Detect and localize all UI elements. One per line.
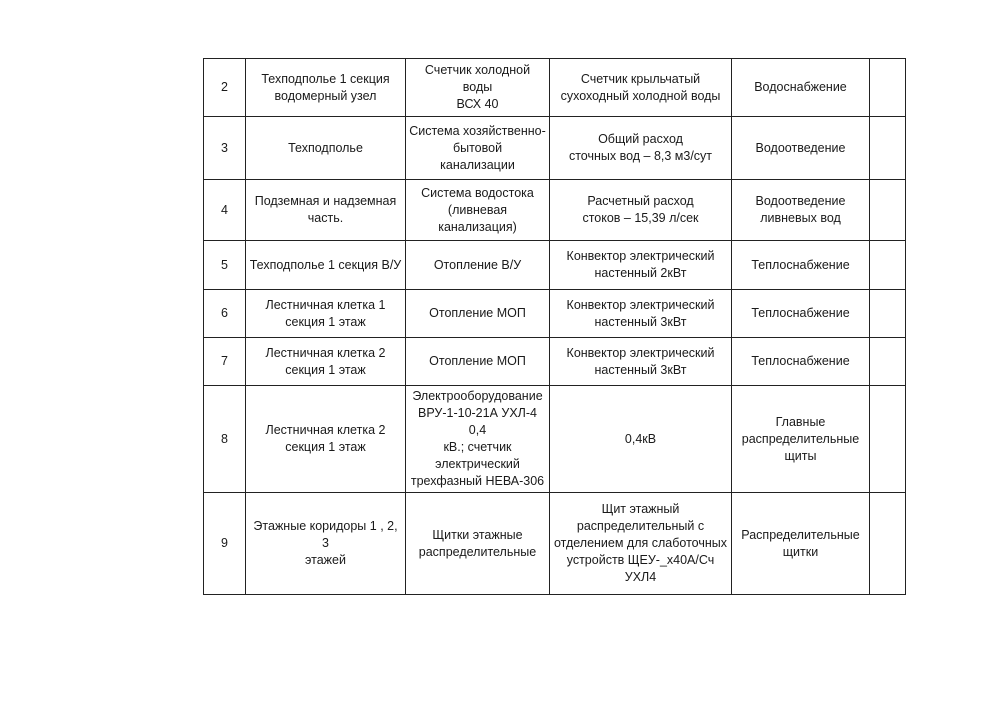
- device-cell: 0,4кВ: [550, 386, 732, 493]
- equipment-table: [203, 58, 906, 595]
- table-row: [204, 493, 906, 595]
- type-cell: Водоотведение ливневых вод: [732, 180, 870, 241]
- device-cell: Конвектор электрический настенный 3кВт: [550, 338, 732, 386]
- table-row: [204, 117, 906, 180]
- note-cell: [870, 290, 906, 338]
- device-cell: Конвектор электрический настенный 2кВт: [550, 241, 732, 290]
- type-cell: Главные распределительные щиты: [732, 386, 870, 493]
- table-row: [204, 386, 906, 493]
- device-cell: Конвектор электрический настенный 3кВт: [550, 290, 732, 338]
- location-cell: Лестничная клетка 2 секция 1 этаж: [246, 386, 406, 493]
- row-number: 2: [204, 59, 246, 117]
- system-cell: Отопление МОП: [406, 338, 550, 386]
- system-cell: Система хозяйственно- бытовой канализации: [406, 117, 550, 180]
- location-cell: Подземная и надземная часть.: [246, 180, 406, 241]
- note-cell: [870, 493, 906, 595]
- row-number: 3: [204, 117, 246, 180]
- row-number: 7: [204, 338, 246, 386]
- location-cell: Техподполье 1 секция В/У: [246, 241, 406, 290]
- table-row: [204, 290, 906, 338]
- type-cell: Водоснабжение: [732, 59, 870, 117]
- system-cell: Отопление В/У: [406, 241, 550, 290]
- table-row: [204, 59, 906, 117]
- device-cell: Общий расход сточных вод – 8,3 м3/сут: [550, 117, 732, 180]
- location-cell: Техподполье 1 секция водомерный узел: [246, 59, 406, 117]
- type-cell: Теплоснабжение: [732, 290, 870, 338]
- note-cell: [870, 59, 906, 117]
- system-cell: Щитки этажные распределительные: [406, 493, 550, 595]
- note-cell: [870, 241, 906, 290]
- location-cell: Лестничная клетка 1 секция 1 этаж: [246, 290, 406, 338]
- type-cell: Теплоснабжение: [732, 241, 870, 290]
- location-cell: Техподполье: [246, 117, 406, 180]
- device-cell: Расчетный расход стоков – 15,39 л/сек: [550, 180, 732, 241]
- system-cell: Счетчик холодной воды ВСХ 40: [406, 59, 550, 117]
- table-row: [204, 241, 906, 290]
- row-number: 6: [204, 290, 246, 338]
- system-cell: Система водостока (ливневая канализация): [406, 180, 550, 241]
- note-cell: [870, 386, 906, 493]
- table-row: [204, 180, 906, 241]
- row-number: 9: [204, 493, 246, 595]
- row-number: 4: [204, 180, 246, 241]
- location-cell: Этажные коридоры 1 , 2, 3 этажей: [246, 493, 406, 595]
- note-cell: [870, 180, 906, 241]
- system-cell: Электрооборудование ВРУ-1-10-21А УХЛ-4 0,4 кВ.; счетчик электрический трехфазный НЕВА-306: [406, 386, 550, 493]
- device-cell: Счетчик крыльчатый сухоходный холодной воды: [550, 59, 732, 117]
- row-number: 8: [204, 386, 246, 493]
- note-cell: [870, 117, 906, 180]
- row-number: 5: [204, 241, 246, 290]
- device-cell: Щит этажный распределительный с отделением для слаботочных устройств ЩЕУ-_х40А/Сч УХЛ4: [550, 493, 732, 595]
- system-cell: Отопление МОП: [406, 290, 550, 338]
- type-cell: Распределительные щитки: [732, 493, 870, 595]
- table-row: [204, 338, 906, 386]
- type-cell: Теплоснабжение: [732, 338, 870, 386]
- note-cell: [870, 338, 906, 386]
- location-cell: Лестничная клетка 2 секция 1 этаж: [246, 338, 406, 386]
- type-cell: Водоотведение: [732, 117, 870, 180]
